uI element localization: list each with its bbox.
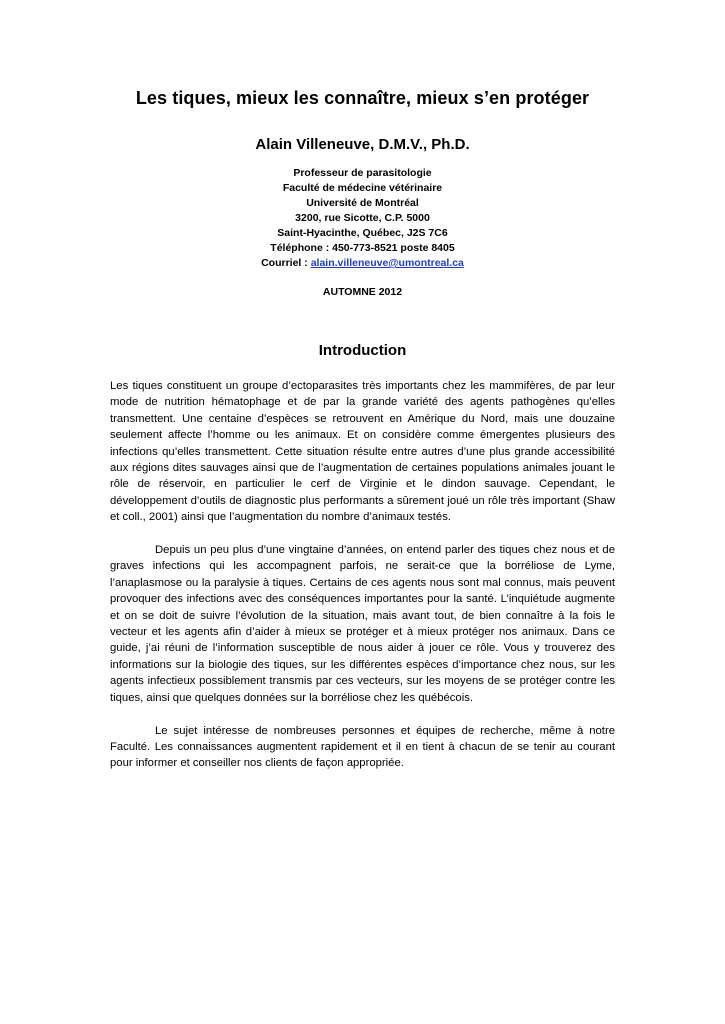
affiliation-email-line [0,256,725,271]
paragraph-1: Les tiques constituent un groupe d’ectoparasites très importants chez les mammifères, de par leur mode de nutrition hématophage et de par la grande variété des agents pathogènes qu’elles transmettent. Une centaine d’espèces se retrouvent en Amérique du Nord, mais une douzaine seulement affecte l’homme ou les animaux. Et on considère comme émergentes plusieurs des infections qu’elles transmettent. Cette situation résulte entre autres d’une plus grande accessibilité aux régions dites sauvages ainsi que de l’augmentation de certaines populations animales jouant le rôle de réservoir, en particulier le cerf de Virginie et le dindon sauvage. Cependant, le développement d’outils de diagnostic plus performants a sûrement joué un rôle très important (Shaw et coll., 2001) ainsi que l’augmentation du nombre d’animaux testés. [110,380,615,524]
affiliation-faculty: Faculté de médecine vétérinaire [282,182,443,194]
affiliation-phone: Téléphone : 450-773-8521 poste 8405 [270,242,455,254]
paragraph-2: Depuis un peu plus d’une vingtaine d’années, on entend parler des tiques chez nous et de graves infections qui les accompagnent parfois, ne serait-ce que la borréliose de Lyme, l’anaplasmose ou la paralysie à tiques. Certains de ces agents nous sont mal connus, mais peuvent provoquer des infections avec des conséquences importantes pour la santé. L’inquiétude augmente et on se doit de suivre l’évolution de la situation, mais avant tout, de bien connaître à la fois le vecteur et les agents afin d’aider à mieux se protéger et à mieux protéger nos animaux. Dans ce guide, j’ai réuni de l’information susceptible de nous aider à jouer ce rôle. Vous y trouverez des informations sur la biologie des tiques, sur les différentes espèces d’importance chez nous, sur les agents infectieux possiblement transmis par ces vecteurs, sur les moyens de se protéger contre les tiques, ainsi que quelques données sur la borréliose chez les québécois. [110,544,615,704]
affiliation-university: Université de Montréal [306,197,419,209]
paragraph-3: Le sujet intéresse de nombreuses personnes et équipes de recherche, même à notre Faculté. Les connaissances augmentent rapidement et il en tient à chacun de se tenir au courant pour informer et conseiller nos clients de façon appropriée. [110,724,615,770]
section-heading-introduction: Introduction [318,342,407,359]
affiliation-city: Saint-Hyacinthe, Québec, J2S 7C6 [277,227,448,239]
document-title: Les tiques, mieux les connaître, mieux s’en protéger [135,88,590,108]
author-name: Alain Villeneuve, D.M.V., Ph.D. [255,136,470,153]
author-affiliation [0,166,725,271]
affiliation-street: 3200, rue Sicotte, C.P. 5000 [295,212,430,224]
introduction-body [110,378,615,788]
affiliation-position: Professeur de parasitologie [293,167,432,179]
email-link[interactable]: alain.villeneuve@umontreal.ca [310,257,464,269]
email-label: Courriel : [261,257,311,269]
publication-season: AUTOMNE 2012 [322,286,403,298]
